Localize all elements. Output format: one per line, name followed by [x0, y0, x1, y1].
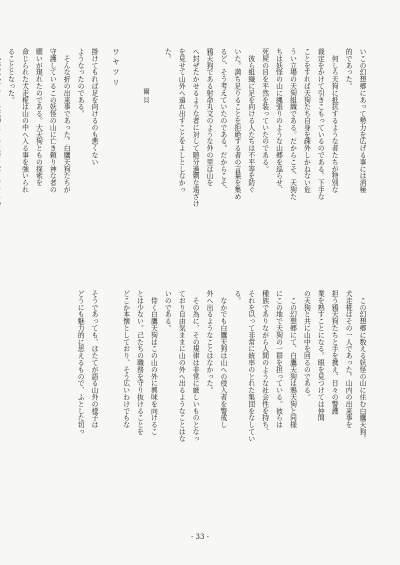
- text-line: 裁定をかけて引きこもっているのである。下手な: [316, 48, 325, 200]
- text-line: [0, 48, 3, 270]
- text-line: を見せて山外へ遠れ出すことをよしとしなかっ: [177, 48, 186, 193]
- text-line: 侍く白鷹天狗はこの山の外に興味を向けるこ: [149, 290, 158, 435]
- text-line: 何しろ天狗に抵抗するような者たちが特別な: [330, 48, 339, 193]
- bottom-left-text-block: [72, 290, 100, 520]
- text-line: 彼ら組織に足を向ける人たちは不平等を防ぐ: [246, 48, 255, 193]
- top-right-text-block: [159, 48, 368, 270]
- text-line: うい立場の天狗組織である。だからこそ、天狗た: [288, 48, 297, 200]
- text-line: 担う鴉天狗たちと手を携え、日々の警護: [330, 290, 339, 415]
- text-line: ちは妖怪の山に縄張りのような山郷を巡らせ、: [274, 48, 283, 193]
- text-line: 守護しているこの妖怪の山に亡き頼り神な者の: [48, 48, 57, 193]
- text-line: なかでも白鷹天狗は山への侵入者を警戒し: [218, 290, 227, 428]
- text-line: 鴉天狗である射命丸文のような外の里は山を: [205, 48, 214, 186]
- text-line: どうにも魅力的に思えるもので、ふとした切っ: [76, 290, 85, 435]
- story-title: ワヤツリ: [112, 48, 121, 89]
- text-line: どこか本懐としており、そう広いわけでもな: [121, 290, 130, 428]
- top-left-text-block: [0, 48, 100, 270]
- text-line: にこの地で天狗の一群を担っている。彼らは: [274, 290, 283, 428]
- text-line: の天狗と共に山中を回るのである。: [302, 290, 311, 401]
- author-name: 爾貝: [142, 88, 150, 105]
- text-line: 犬走椛はその一人であった。山内の出来事を: [344, 290, 353, 428]
- text-line: そんな折の出来事であった。白鷹天狗たちが: [62, 48, 71, 193]
- text-line: 掛けてもれば足を向けるのも悪くない: [90, 48, 98, 166]
- text-line: ようなったのである。: [76, 48, 85, 117]
- text-line: いた。満ち足りることを拒絶する者の言葉を集め: [232, 48, 241, 200]
- text-line: るど、そう考えていたのである。だからこそ、: [218, 48, 227, 193]
- bottom-right-text-block: [118, 290, 368, 520]
- text-line: それを以って非常に統率のとれた集団をなしてい: [246, 290, 255, 442]
- page-number: - 33 -: [190, 533, 210, 541]
- text-line: 命じられた犬走椛は山の中へ入る事を強いられ: [20, 48, 29, 193]
- text-line: その為に、その規律は非常に厳しいものとなっ: [191, 290, 200, 442]
- text-line: 外へ出るようなことはなかった。: [205, 290, 214, 394]
- text-line: いこの幻想郷にあって勢力を広げる事には消極: [358, 48, 366, 193]
- text-line: 願いが現れたのである。大天狗ともの探索を: [34, 48, 43, 186]
- text-line: ており自由気ままに山の外へ出るようなことはな: [177, 290, 186, 442]
- text-line: ることとなった。: [6, 48, 15, 104]
- text-line: 業を熟すことになる。眼を見つけては仲間: [316, 290, 325, 422]
- text-line: る。: [232, 290, 241, 304]
- text-line: ことをすれば天狗たち自身を疎外しかねない危: [302, 48, 311, 193]
- text-line: いのである。: [163, 290, 172, 332]
- text-line: 種族でありながら人間のような社会性を持ち、: [260, 290, 269, 435]
- text-line: そうであっても、ほたてが語る山外の様子は: [90, 290, 98, 428]
- text-line: へ封ぜたかせるような者に対して随分過剰な遠ざけ: [191, 48, 200, 207]
- text-line: 死屍の目を平然を装っていたのである。: [260, 48, 269, 173]
- text-line: 的であった。: [344, 48, 353, 90]
- text-line: た。: [163, 48, 172, 62]
- text-line: この幻想郷に数える妖怪の山に住む白鷹天狗。: [358, 290, 366, 442]
- text-line: とは少ない。己たちの職務を守り抜けることを: [135, 290, 144, 435]
- text-line: この幻想郷にて、白鷹天狗は鴉天狗と同様: [288, 290, 297, 428]
